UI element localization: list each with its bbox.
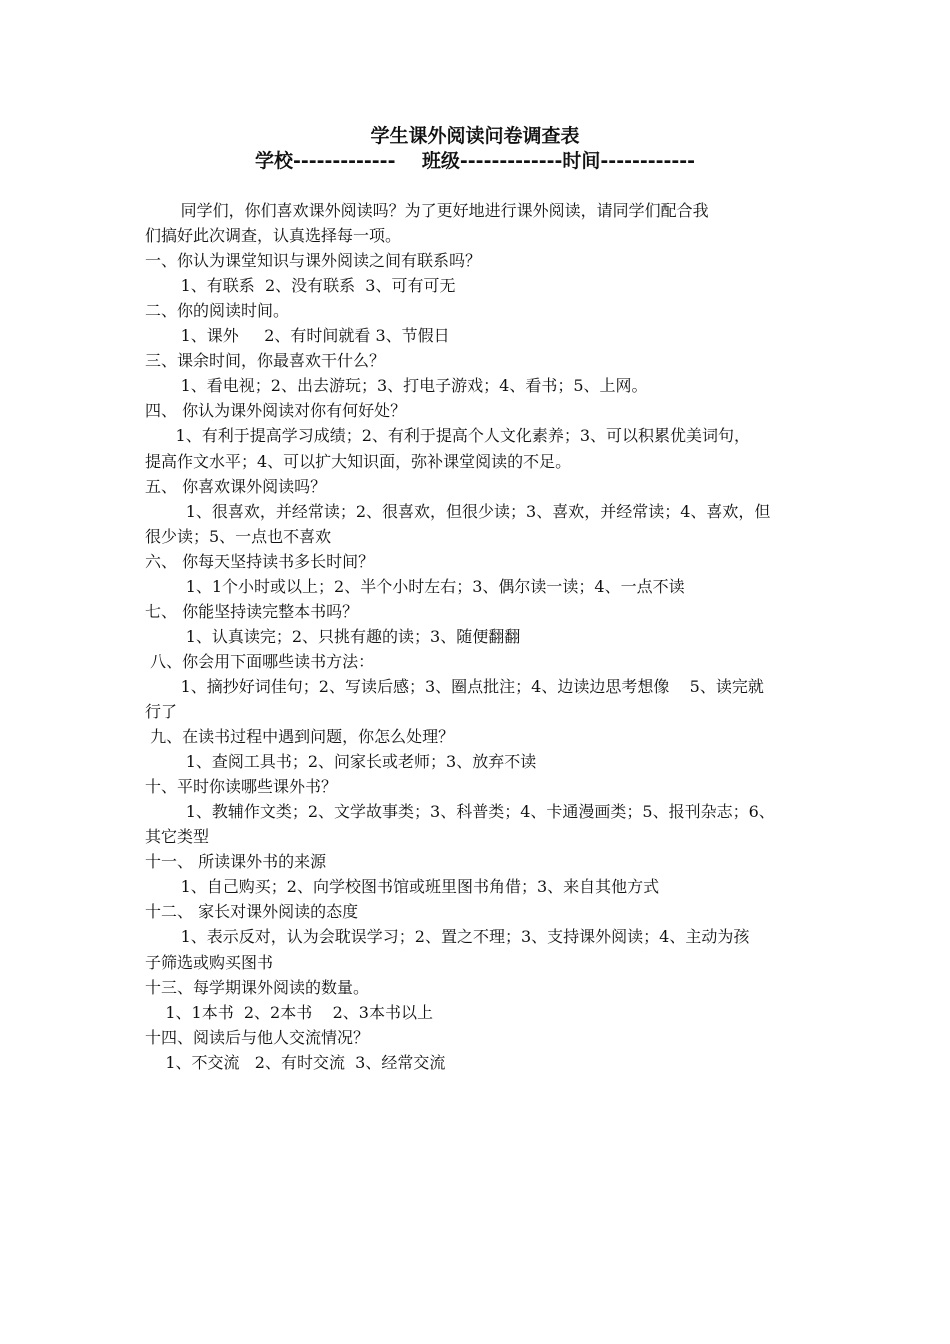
text-line: 三、课余时间，你最喜欢干什么？ [145, 351, 386, 371]
text-line: 1、1本书 2、2本书 2、3本书以上 [145, 1002, 433, 1022]
text-line: 十、平时你读哪些课外书？ [145, 777, 338, 797]
document-title: 学生课外阅读问卷调查表 [370, 125, 580, 147]
text-line: 十一、 所读课外书的来源 [145, 852, 327, 872]
text-line: 1、自己购买；2、向学校图书馆或班里图书角借；3、来自其他方式 [145, 877, 660, 897]
text-line: 1、1个小时或以上；2、半个小时左右；3、偶尔读一读；4、一点不读 [145, 576, 685, 596]
text-line: 十二、 家长对课外阅读的态度 [145, 902, 359, 922]
text-line: 很少读；5、一点也不喜欢 [145, 526, 332, 546]
text-line: 五、 你喜欢课外阅读吗？ [145, 476, 327, 496]
text-line: 提高作文水平；4、可以扩大知识面，弥补课堂阅读的不足。 [145, 451, 572, 471]
document-subtitle: 学校------------- 班级-------------时间------------ [254, 150, 696, 172]
text-line: 1、有联系 2、没有联系 3、可有可无 [145, 276, 456, 296]
text-line: 七、 你能坚持读完整本书吗？ [145, 601, 359, 621]
text-line: 1、表示反对，认为会耽误学习；2、置之不理；3、支持课外阅读；4、主动为孩 [145, 927, 750, 947]
text-line: 一、你认为课堂知识与课外阅读之间有联系吗？ [145, 251, 482, 271]
text-line: 1、看电视；2、出去游玩；3、打电子游戏；4、看书；5、上网。 [145, 376, 648, 396]
text-line: 九、在读书过程中遇到问题，你怎么处理？ [145, 727, 455, 747]
text-line: 四、 你认为课外阅读对你有何好处？ [145, 401, 407, 421]
text-line: 十四、阅读后与他人交流情况？ [145, 1027, 370, 1047]
text-line: 六、 你每天坚持读书多长时间？ [145, 551, 375, 571]
text-line: 同学们，你们喜欢课外阅读吗？为了更好地进行课外阅读，请同学们配合我 [145, 201, 709, 220]
text-line: 1、课外 2、有时间就看 3、节假日 [145, 326, 450, 346]
text-line: 1、查阅工具书；2、问家长或老师；3、放弃不读 [145, 752, 537, 772]
text-line: 1、摘抄好词佳句；2、写读后感；3、圈点批注；4、边读边思考想像 5、读完就 [145, 676, 764, 696]
text-line: 二、你的阅读时间。 [145, 301, 290, 321]
text-line: 十三、每学期课外阅读的数量。 [145, 977, 370, 997]
text-line: 1、认真读完；2、只挑有趣的读；3、随便翻翻 [145, 626, 521, 646]
text-line: 八、你会用下面哪些读书方法： [145, 651, 375, 671]
text-line: 们搞好此次调查，认真选择每一项。 [145, 226, 402, 246]
text-line: 1、很喜欢，并经常读；2、很喜欢，但很少读；3、喜欢，并经常读；4、喜欢，但 [145, 501, 771, 521]
text-line: 子筛选或购买图书 [145, 952, 274, 972]
text-line: 1、有利于提高学习成绩；2、有利于提高个人文化素养；3、可以积累优美词句， [145, 426, 751, 446]
text-line: 1、教辅作文类；2、文学故事类；3、科普类；4、卡通漫画类；5、报刊杂志；6、 [145, 802, 775, 822]
text-line: 1、不交流 2、有时交流 3、经常交流 [145, 1052, 446, 1072]
text-line: 其它类型 [145, 827, 210, 847]
text-line: 行了 [145, 702, 178, 721]
